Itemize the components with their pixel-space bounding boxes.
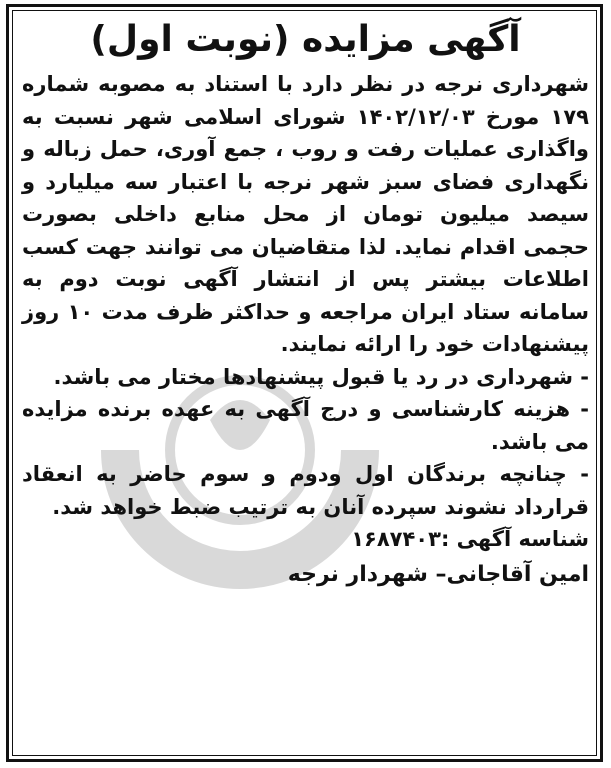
mayor-signature: امین آقاجانی– شهردار نرجه	[287, 561, 589, 587]
clause-costs: - هزینه کارشناسی و درج آگهی به عهده برنده مزایده می باشد.	[22, 397, 589, 454]
notice-content	[22, 14, 589, 592]
clause-rejection-right: - شهرداری در رد یا قبول پیشنهادها مختار می باشد.	[53, 364, 589, 389]
notice-id: شناسه آگهی :۱۶۸۷۴۰۳	[351, 527, 589, 551]
notice-body: شهرداری نرجه در نظر دارد با استناد به مصوبه شماره ۱۷۹ مورخ ۱۴۰۲/۱۲/۰۳ شورای اسلامی شهر نسبت به واگذاری عملیات رفت و روب ، جمع آوری، حمل زباله و نگهداری فضای سبز شهر نرجه با اعتبار سه میلیارد و سیصد میلیون تومان از محل منابع داخلی بصورت حجمی اقدام نماید. لذا متقاضیان می توانند جهت کسب اطلاعات بیشتر پس از انتشار آگهی نوبت دوم به سامانه ستاد ایران مراجعه و حداکثر ظرف مدت ۱۰ روز پیشنهادات خود را ارائه نمایند.	[22, 72, 589, 356]
clause-deposit-forfeit: - چنانچه برندگان اول ودوم و سوم حاضر به انعقاد قرارداد نشوند سپرده آنان به ترتیب ضبط خواهد شد.	[22, 462, 589, 519]
notice-title: آگهی مزایده (نوبت اول)	[90, 19, 521, 60]
